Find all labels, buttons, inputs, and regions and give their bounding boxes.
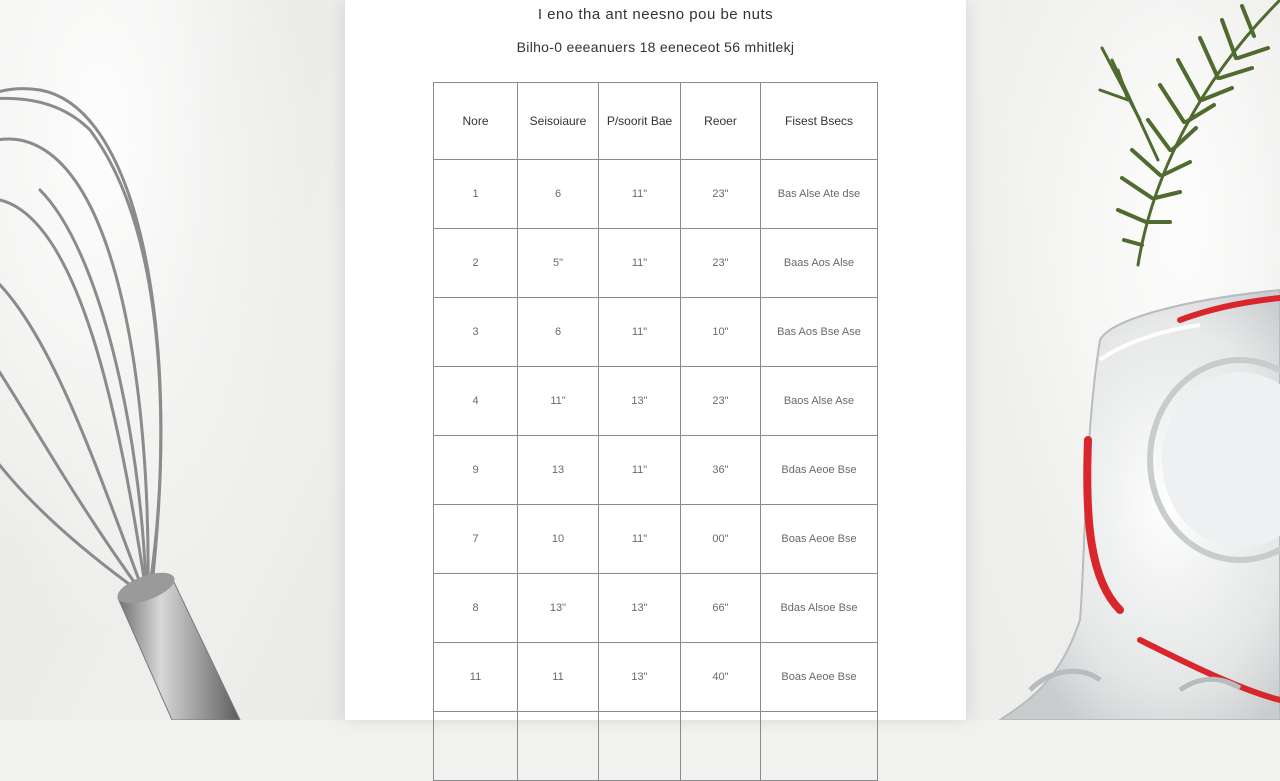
sheet-subtitle: Bilho-0 eeeanuers 18 eeneceot 56 mhitlekj <box>516 39 795 55</box>
table-cell: 6 <box>518 160 599 229</box>
table-row <box>434 712 878 781</box>
table-cell: 66" <box>681 574 761 643</box>
table-cell: 5" <box>518 229 599 298</box>
table-cell: 11" <box>599 229 681 298</box>
table-cell: 6 <box>518 298 599 367</box>
table-cell: Boas Aeoe Bse <box>761 643 878 712</box>
table-cell: 40" <box>681 643 761 712</box>
table-cell: 23" <box>681 229 761 298</box>
table-cell: 1 <box>434 160 518 229</box>
table-cell: 11" <box>599 298 681 367</box>
table-cell: 36" <box>681 436 761 505</box>
table-cell: 13" <box>518 574 599 643</box>
table-cell <box>761 712 878 781</box>
column-header: Reoer <box>681 83 761 160</box>
table-cell: 9 <box>434 436 518 505</box>
column-header: Fisest Bsecs <box>761 83 878 160</box>
table-cell: 13" <box>599 574 681 643</box>
table-cell: 11" <box>518 367 599 436</box>
table-cell: Bas Alse Ate dse <box>761 160 878 229</box>
table-cell: 10 <box>518 505 599 574</box>
column-header: P/soorit Bae <box>599 83 681 160</box>
table-cell: Baas Aos Alse <box>761 229 878 298</box>
table-cell: 13 <box>518 436 599 505</box>
table-cell <box>434 712 518 781</box>
table-cell: Boas Aeoe Bse <box>761 505 878 574</box>
sheet-title: I eno tha ant neesno pou be nuts <box>537 6 774 23</box>
table-cell <box>518 712 599 781</box>
table-cell: 00" <box>681 505 761 574</box>
table-cell: 11" <box>599 160 681 229</box>
table-cell: 23" <box>681 160 761 229</box>
table-cell: 2 <box>434 229 518 298</box>
table-cell: Bdas Aeoe Bse <box>761 436 878 505</box>
table-cell: 13" <box>599 643 681 712</box>
table-cell: 3 <box>434 298 518 367</box>
table-cell: 11 <box>434 643 518 712</box>
table-cell: 13" <box>599 367 681 436</box>
table-cell: 4 <box>434 367 518 436</box>
table-cell: 8 <box>434 574 518 643</box>
table-cell: Bdas Alsoe Bse <box>761 574 878 643</box>
column-header: Nore <box>434 83 518 160</box>
table-cell: 10" <box>681 298 761 367</box>
table-cell <box>599 712 681 781</box>
table-cell: 23" <box>681 367 761 436</box>
table-cell: 11" <box>599 436 681 505</box>
table-cell: Baos Alse Ase <box>761 367 878 436</box>
table-cell: Bas Aos Bse Ase <box>761 298 878 367</box>
table-cell: 7 <box>434 505 518 574</box>
column-header: Seisoiaure <box>518 83 599 160</box>
table-cell <box>681 712 761 781</box>
table-cell: 11 <box>518 643 599 712</box>
table-cell: 11" <box>599 505 681 574</box>
